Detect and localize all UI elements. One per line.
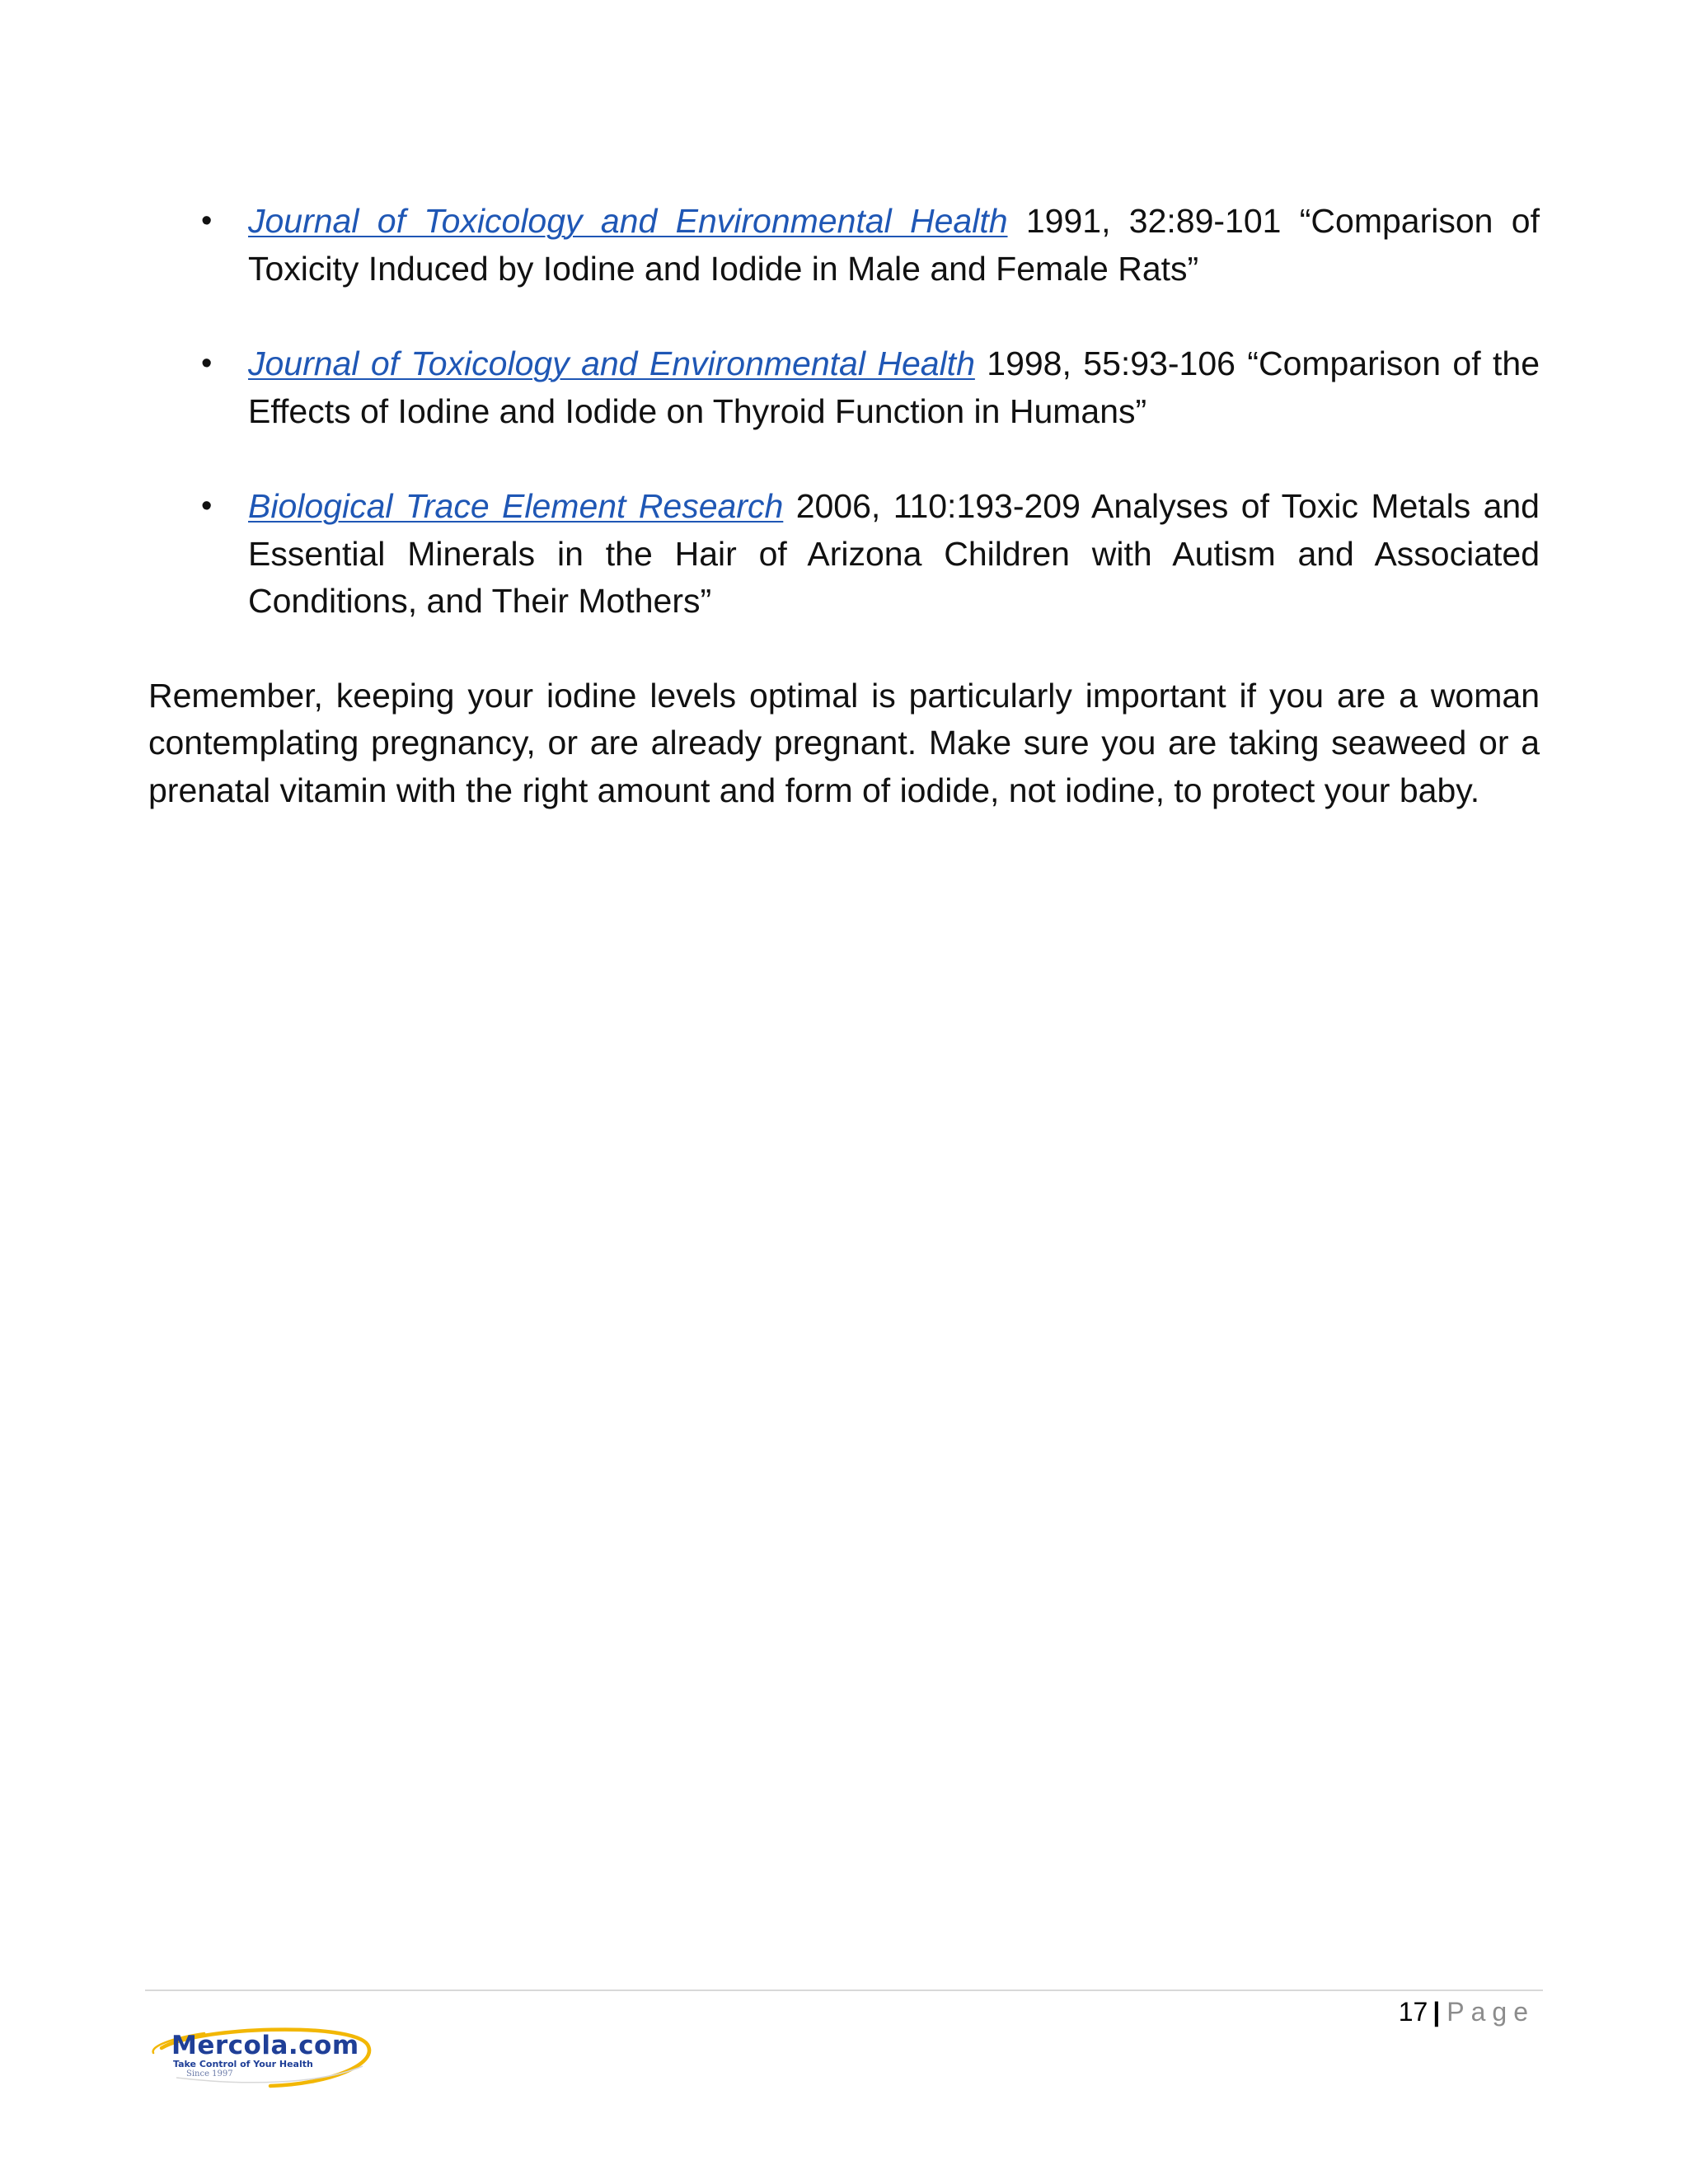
reference-link[interactable]: Journal of Toxicology and Environmental Health	[248, 344, 975, 382]
bullet-icon: •	[201, 204, 213, 238]
reference-item	[148, 483, 1540, 626]
page-number-separator: |	[1432, 1997, 1441, 2027]
reference-item	[148, 340, 1540, 435]
reference-link[interactable]: Biological Trace Element Research	[248, 487, 784, 525]
reference-citation: 1991, 32:89-101 “Comparison of Toxicity Induced by Iodine and Iodide in Male and Female Rats”	[248, 202, 1540, 288]
logo-wordmark: Mercola.com	[171, 2031, 359, 2060]
logo-since: Since 1997	[186, 2069, 233, 2079]
document-body	[148, 198, 1540, 814]
reference-citation: 2006, 110:193-209 Analyses of Toxic Metals and Essential Minerals in the Hair of Arizona Children with Autism and Associated Conditions, and Their Mothers”	[248, 487, 1540, 620]
page-number-value: 17	[1398, 1997, 1428, 2027]
bullet-icon: •	[201, 346, 213, 381]
page-label: Page	[1447, 1997, 1535, 2027]
reference-link[interactable]: Journal of Toxicology and Environmental Health	[248, 202, 1008, 240]
mercola-logo	[147, 2023, 386, 2089]
bullet-icon: •	[201, 489, 213, 523]
footer-divider	[145, 1990, 1543, 1991]
logo-tagline: Take Control of Your Health	[173, 2059, 313, 2069]
reference-item	[148, 198, 1540, 293]
reference-list	[148, 198, 1540, 626]
page-number	[1399, 1995, 1535, 2028]
closing-paragraph: Remember, keeping your iodine levels optimal is particularly important if you are a woman contemplating pregnancy, or are already pregnant. Make sure you are taking seaweed or a prenatal vitamin with the right amount and form of iodide, not iodine, to protect your baby.	[148, 676, 1540, 809]
reference-citation: 1998, 55:93-106 “Comparison of the Effects of Iodine and Iodide on Thyroid Function in Humans”	[248, 344, 1540, 430]
